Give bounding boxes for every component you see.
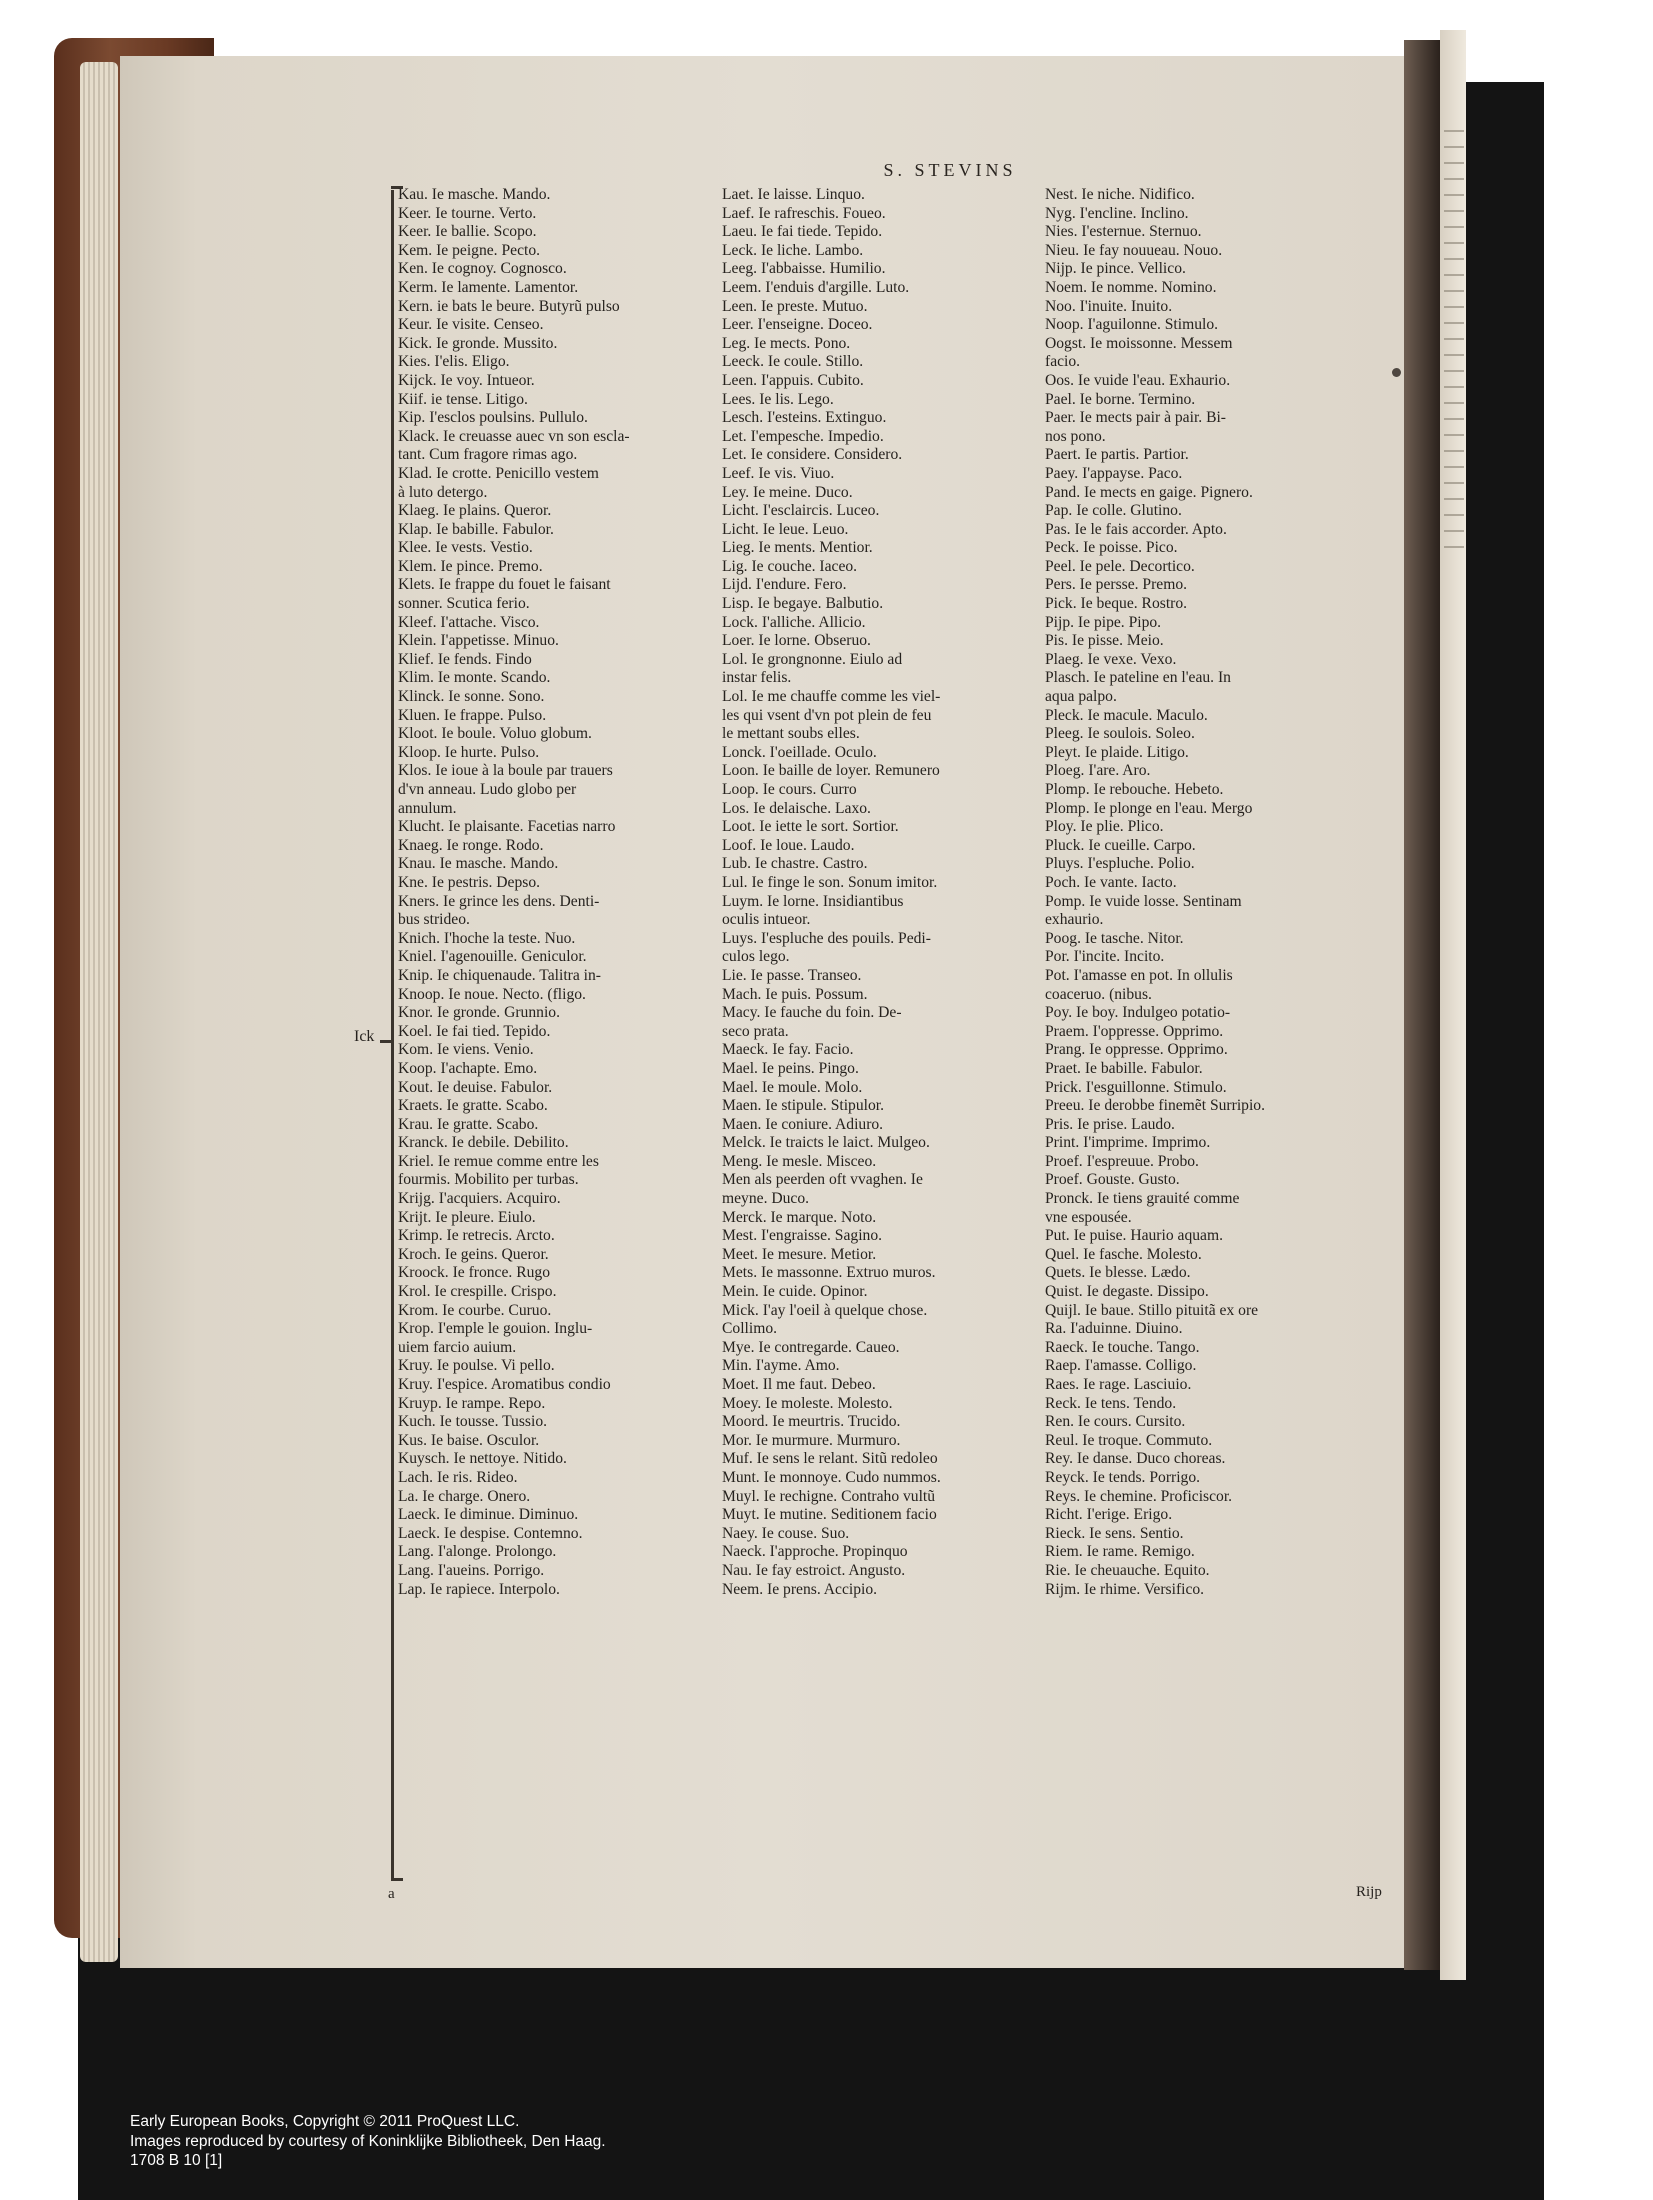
entry-line: Proef. Gouste. Gusto. (1045, 1171, 1180, 1189)
brace-point (380, 1040, 392, 1043)
entry-line: Kem. Ie peigne. Pecto. (398, 241, 541, 259)
entry-line: tant. Cum fragore rimas ago. (398, 446, 578, 464)
entry-line: Poy. Ie boy. Indulgeo potatio- (1045, 1004, 1231, 1022)
entry-line: Kout. Ie deuise. Fabulor. (398, 1078, 553, 1096)
entry-line: annulum. (398, 799, 457, 817)
entry-line: Pleyt. Ie plaide. Litigo. (1045, 743, 1189, 761)
entry-line: Mor. Ie murmure. Murmuro. (722, 1431, 901, 1449)
entry-line: Klein. I'appetisse. Minuo. (398, 632, 559, 650)
entry-line: Lang. I'aueins. Porrigo. (398, 1561, 545, 1579)
entry-line: Plaeg. Ie vexe. Vexo. (1045, 650, 1177, 668)
next-page-text-traces (1444, 130, 1464, 550)
entry-line: Leem. I'enduis d'argille. Luto. (722, 278, 910, 296)
entry-line: Merck. Ie marque. Noto. (722, 1208, 877, 1226)
entry-line: Ra. I'aduinne. Diuino. (1045, 1320, 1183, 1338)
entry-line: Loof. Ie loue. Laudo. (722, 836, 855, 854)
entry-line: Kruy. I'espice. Aromatibus condio (398, 1376, 611, 1393)
entry-line: Reck. Ie tens. Tendo. (1045, 1394, 1177, 1412)
entry-line: Paert. Ie partis. Partior. (1045, 446, 1189, 464)
entry-line: Ren. Ie cours. Cursito. (1045, 1413, 1186, 1431)
entry-line: Klem. Ie pince. Premo. (398, 557, 543, 575)
entry-line: Los. Ie delaische. Laxo. (722, 799, 871, 817)
entry-line: Melck. Ie traicts le laict. Mulgeo. (722, 1134, 930, 1152)
entry-line: Loer. Ie lorne. Obseruo. (722, 632, 871, 650)
entry-line: Lang. I'alonge. Prolongo. (398, 1543, 557, 1561)
entry-line: Kom. Ie viens. Venio. (398, 1041, 534, 1059)
entry-line: Poog. Ie tasche. Nitor. (1045, 929, 1184, 947)
entry-line: d'vn anneau. Ludo globo per (398, 781, 577, 798)
entry-line: Print. I'imprime. Imprimo. (1045, 1134, 1211, 1152)
entry-line: Praem. I'oppresse. Opprimo. (1045, 1022, 1224, 1040)
entry-line: Lul. Ie finge le son. Sonum imitor. (722, 873, 938, 891)
entry-line: Pleck. Ie macule. Maculo. (1045, 706, 1208, 724)
entry-line: Klets. Ie frappe du fouet le faisant (398, 576, 611, 594)
entry-line: Kruy. Ie poulse. Vi pello. (398, 1357, 555, 1375)
entry-line: Pronck. Ie tiens grauité comme (1045, 1190, 1240, 1208)
entry-line: Lap. Ie rapiece. Interpolo. (398, 1580, 560, 1598)
entry-line: Oogst. Ie moissonne. Messem (1045, 334, 1233, 352)
entry-line: Lesch. I'esteins. Extinguo. (722, 409, 887, 427)
signature-mark: a (388, 1886, 395, 1902)
entry-line: Collimo. (722, 1320, 778, 1338)
entry-line: Naeck. I'approche. Propinquo (722, 1543, 908, 1561)
entry-line: Nyg. I'encline. Inclino. (1045, 204, 1189, 222)
running-header: S. STEVINS (883, 160, 1017, 180)
entry-line: Knip. Ie chiquenaude. Talitra in- (398, 966, 601, 984)
entry-line: Klim. Ie monte. Scando. (398, 669, 551, 687)
entry-line: Maen. Ie stipule. Stipulor. (722, 1097, 884, 1115)
entry-line: Mest. I'engraisse. Sagino. (722, 1227, 883, 1245)
entry-line: Knaeg. Ie ronge. Rodo. (398, 836, 544, 854)
entry-line: Kloot. Ie boule. Voluo globum. (398, 725, 592, 743)
entry-line: Kies. I'elis. Eligo. (398, 353, 510, 371)
entry-line: Prick. I'esguillonne. Stimulo. (1045, 1078, 1227, 1096)
entry-line: Leef. Ie vis. Viuo. (722, 464, 835, 482)
entry-line: Quets. Ie blesse. Lædo. (1045, 1264, 1191, 1282)
entry-line: Laeu. Ie fai tiede. Tepido. (722, 223, 883, 241)
entry-line: Pick. Ie beque. Rostro. (1045, 595, 1188, 613)
footer-text (130, 2112, 606, 2171)
footer-shelfmark: 1708 B 10 [1] (130, 2152, 223, 2169)
entry-line: Kluen. Ie frappe. Pulso. (398, 706, 547, 724)
entry-line: Klief. Ie fends. Findo (398, 650, 532, 668)
entry-line: Licht. Ie leue. Leuo. (722, 520, 849, 538)
entry-line: Klack. Ie creuasse auec vn son escla- (398, 427, 630, 445)
entry-line: Pijp. Ie pipe. Pipo. (1045, 613, 1162, 631)
entry-line: Paey. I'appayse. Paco. (1045, 464, 1183, 482)
entry-line: Riem. Ie rame. Remigo. (1045, 1543, 1195, 1561)
entry-line: Lie. Ie passe. Transeo. (722, 966, 862, 984)
entry-line: Por. I'incite. Incito. (1045, 948, 1165, 966)
entry-line: Mein. Ie cuide. Opinor. (722, 1283, 868, 1301)
entry-line: Naey. Ie couse. Suo. (722, 1524, 850, 1542)
entry-line: Pers. Ie persse. Premo. (1045, 576, 1188, 594)
entry-line: Krijg. I'acquiers. Acquiro. (398, 1190, 561, 1208)
entry-line: Lach. Ie ris. Rideo. (398, 1468, 518, 1486)
entry-line: bus strideo. (398, 911, 470, 929)
entry-line: Lub. Ie chastre. Castro. (722, 855, 868, 873)
entry-line: Lijd. I'endure. Fero. (722, 576, 847, 594)
entry-line: Kick. Ie gronde. Mussito. (398, 334, 558, 352)
catchword: Rijp (1356, 1884, 1382, 1900)
entry-line: à luto detergo. (398, 483, 488, 501)
entry-line: Kau. Ie masche. Mando. (398, 186, 551, 203)
entry-line: Lock. I'alliche. Allicio. (722, 613, 866, 631)
entry-line: Knich. I'hoche la teste. Nuo. (398, 929, 576, 947)
entry-line: Moey. Ie moleste. Molesto. (722, 1394, 893, 1412)
entry-line: Krol. Ie crespille. Crispo. (398, 1283, 557, 1301)
entry-line: Kranck. Ie debile. Debilito. (398, 1134, 569, 1152)
entry-line: Let. Ie considere. Considero. (722, 446, 903, 464)
entry-line: Lisp. Ie begaye. Balbutio. (722, 595, 884, 613)
entry-line: Kern. ie bats le beure. Butyrũ pulso (398, 297, 620, 315)
entry-line: Quel. Ie fasche. Molesto. (1045, 1245, 1202, 1263)
footer-courtesy: Images reproduced by courtesy of Koninklijke Bibliotheek, Den Haag. (130, 2132, 606, 2150)
entry-line: Nest. Ie niche. Nidifico. (1045, 186, 1195, 203)
entry-line: Leen. I'appuis. Cubito. (722, 371, 864, 389)
entry-line: Koel. Ie fai tied. Tepido. (398, 1022, 551, 1040)
entry-line: Leer. I'enseigne. Doceo. (722, 316, 873, 334)
entry-line: Mach. Ie puis. Possum. (722, 985, 868, 1003)
entry-line: coaceruo. (nibus. (1045, 985, 1152, 1003)
entry-line: instar felis. (722, 669, 792, 687)
entry-line: Kraets. Ie gratte. Scabo. (398, 1097, 548, 1115)
entry-line: Kuysch. Ie nettoye. Nitido. (398, 1450, 567, 1468)
entry-line: Lol. Ie grongnonne. Eiulo ad (722, 650, 903, 668)
entry-line: Plomp. Ie plonge en l'eau. Mergo (1045, 799, 1253, 817)
entry-line: Raeck. Ie touche. Tango. (1045, 1338, 1200, 1356)
entry-line: Mael. Ie moule. Molo. (722, 1078, 863, 1096)
entry-line: Muf. Ie sens le relant. Sitũ redoleo (722, 1450, 938, 1468)
entry-line: Ken. Ie cognoy. Cognosco. (398, 260, 567, 278)
entry-line: Nau. Ie fay estroict. Angusto. (722, 1561, 906, 1579)
entry-line: Noo. I'inuite. Inuito. (1045, 297, 1173, 315)
column-right (1045, 186, 1345, 1599)
entry-line: Nijp. Ie pince. Vellico. (1045, 260, 1186, 278)
entry-line: Mets. Ie massonne. Extruo muros. (722, 1264, 936, 1282)
entry-line: Kners. Ie grince les dens. Denti- (398, 892, 600, 910)
entry-line: Put. Ie puise. Haurio aquam. (1045, 1227, 1223, 1245)
entry-line: Kiif. ie tense. Litigo. (398, 390, 528, 408)
ink-dot (1392, 368, 1401, 377)
entry-line: Raep. I'amasse. Colligo. (1045, 1357, 1197, 1375)
entry-line: Pis. Ie pisse. Meio. (1045, 632, 1164, 650)
entry-line: Mye. Ie contregarde. Caueo. (722, 1338, 900, 1356)
entry-line: Maen. Ie coniure. Adiuro. (722, 1115, 884, 1133)
entry-line: nos pono. (1045, 427, 1106, 445)
entry-line: Laet. Ie laisse. Linquo. (722, 186, 865, 203)
entry-line: exhaurio. (1045, 911, 1104, 929)
margin-label: Ick (354, 1028, 375, 1045)
entry-line: Muyl. Ie rechigne. Contraho vultũ (722, 1487, 936, 1505)
entry-line: Kruyp. Ie rampe. Repo. (398, 1394, 546, 1412)
entry-line: Luys. I'espluche des pouils. Pedi- (722, 929, 931, 947)
entry-line: Knoop. Ie noue. Necto. (fligo. (398, 985, 586, 1003)
entry-line: Paer. Ie mects pair à pair. Bi- (1045, 409, 1226, 427)
entry-line: Keer. Ie ballie. Scopo. (398, 223, 537, 241)
entry-line: Kroock. Ie fronce. Rugo (398, 1264, 550, 1282)
entry-line: Reul. Ie troque. Commuto. (1045, 1431, 1213, 1449)
entry-line: Krijt. Ie pleure. Eiulo. (398, 1208, 536, 1226)
entry-line: Lonck. I'oeillade. Oculo. (722, 743, 877, 761)
entry-line: Men als peerden oft vvaghen. Ie (722, 1171, 923, 1189)
footer-copyright: Early European Books, Copyright © 2011 ProQuest LLC. (130, 2113, 520, 2130)
entry-line: Klap. Ie babille. Fabulor. (398, 520, 554, 538)
entry-line: Kriel. Ie remue comme entre les (398, 1152, 599, 1170)
entry-line: Praet. Ie babille. Fabulor. (1045, 1059, 1203, 1077)
entry-line: Lieg. Ie ments. Mentior. (722, 539, 873, 557)
entry-line: oculis intueor. (722, 911, 811, 929)
entry-line: Rieck. Ie sens. Sentio. (1045, 1524, 1184, 1542)
entry-line: Let. I'empesche. Impedio. (722, 427, 884, 445)
entry-line: Loop. Ie cours. Curro (722, 781, 857, 798)
entry-line: seco prata. (722, 1022, 789, 1040)
entry-line: Klucht. Ie plaisante. Facetias narro (398, 818, 616, 836)
entry-line: Quijl. Ie baue. Stillo pituitã ex ore (1045, 1301, 1259, 1319)
entry-line: Kleef. I'attache. Visco. (398, 613, 540, 631)
entry-line: Laeck. Ie diminue. Diminuo. (398, 1506, 579, 1524)
entry-line: Kijck. Ie voy. Intueor. (398, 371, 535, 389)
entry-line: Nies. I'esternue. Sternuo. (1045, 223, 1202, 241)
entry-line: Oos. Ie vuide l'eau. Exhaurio. (1045, 371, 1231, 389)
entry-line: Kroch. Ie geins. Queror. (398, 1245, 549, 1263)
entry-line: fourmis. Mobilito per turbas. (398, 1171, 579, 1189)
entry-line: Luym. Ie lorne. Insidiantibus (722, 892, 904, 910)
entry-line: Loot. Ie iette le sort. Sortior. (722, 818, 899, 836)
entry-line: Ploy. Ie plie. Plico. (1045, 818, 1164, 836)
entry-line: Lig. Ie couche. Iaceo. (722, 557, 858, 575)
entry-line: Lees. Ie lis. Lego. (722, 390, 834, 408)
entry-line: Rijm. Ie rhime. Versifico. (1045, 1580, 1205, 1598)
entry-line: Kerm. Ie lamente. Lamentor. (398, 278, 579, 296)
entry-line: sonner. Scutica ferio. (398, 595, 530, 613)
entry-line: Klinck. Ie sonne. Sono. (398, 688, 545, 706)
entry-line: Leg. Ie mects. Pono. (722, 334, 851, 352)
entry-line: vne espousée. (1045, 1208, 1132, 1226)
entry-line: Neem. Ie prens. Accipio. (722, 1580, 878, 1598)
entry-line: Pris. Ie prise. Laudo. (1045, 1115, 1175, 1133)
entry-line: Laeck. Ie despise. Contemno. (398, 1524, 583, 1542)
entry-line: les qui vsent d'vn pot plein de feu (722, 706, 932, 724)
entry-line: Noop. I'aguilonne. Stimulo. (1045, 316, 1219, 334)
entry-line: Kus. Ie baise. Osculor. (398, 1431, 540, 1449)
entry-line: Pluys. I'espluche. Polio. (1045, 855, 1195, 873)
entry-line: Leen. Ie preste. Mutuo. (722, 297, 868, 315)
entry-line: Pomp. Ie vuide losse. Sentinam (1045, 892, 1242, 910)
entry-line: Klaeg. Ie plains. Queror. (398, 502, 552, 520)
entry-line: Plasch. Ie pateline en l'eau. In (1045, 669, 1231, 687)
entry-line: Richt. I'erige. Erigo. (1045, 1506, 1173, 1524)
entry-line: Loon. Ie baille de loyer. Remunero (722, 762, 940, 780)
entry-line: aqua palpo. (1045, 688, 1117, 706)
entry-line: uiem farcio auium. (398, 1338, 517, 1356)
entry-line: Reyck. Ie tends. Porrigo. (1045, 1468, 1201, 1486)
entry-line: Meng. Ie mesle. Misceo. (722, 1152, 877, 1170)
entry-line: Raes. Ie rage. Lasciuio. (1045, 1376, 1192, 1393)
entry-line: Knau. Ie masche. Mando. (398, 855, 559, 873)
entry-line: Laef. Ie rafreschis. Foueo. (722, 204, 886, 222)
entry-line: Rie. Ie cheuauche. Equito. (1045, 1561, 1210, 1579)
entry-line: Pand. Ie mects en gaige. Pignero. (1045, 483, 1253, 501)
entry-line: meyne. Duco. (722, 1190, 810, 1208)
entry-line: Kniel. I'agenouille. Geniculor. (398, 948, 587, 966)
entry-line: Ploeg. I'are. Aro. (1045, 762, 1151, 780)
entry-line: Meet. Ie mesure. Metior. (722, 1245, 877, 1263)
entry-line: Rey. Ie danse. Duco choreas. (1045, 1450, 1226, 1468)
entry-line: Preeu. Ie derobbe finemẽt Surripio. (1045, 1097, 1265, 1115)
entry-line: Moet. Il me faut. Debeo. (722, 1376, 876, 1393)
entry-line: Quist. Ie degaste. Dissipo. (1045, 1283, 1209, 1301)
entry-line: Peel. Ie pele. Decortico. (1045, 557, 1195, 575)
entry-line: Peck. Ie poisse. Pico. (1045, 539, 1178, 557)
entry-line: Kne. Ie pestris. Depso. (398, 873, 541, 891)
entry-line: Kloop. Ie hurte. Pulso. (398, 743, 540, 761)
entry-line: Pael. Ie borne. Termino. (1045, 390, 1196, 408)
entry-line: Munt. Ie monnoye. Cudo nummos. (722, 1468, 941, 1486)
entry-line: Leeck. Ie coule. Stillo. (722, 353, 864, 371)
entry-line: Keur. Ie visite. Censeo. (398, 316, 544, 334)
entry-line: Knor. Ie gronde. Grunnio. (398, 1004, 560, 1022)
entry-line: Kip. I'esclos poulsins. Pullulo. (398, 409, 588, 427)
entry-line: Krom. Ie courbe. Curuo. (398, 1301, 552, 1319)
entry-line: Klee. Ie vests. Vestio. (398, 539, 533, 557)
entry-line: facio. (1045, 353, 1081, 371)
entry-line: Proef. I'espreuue. Probo. (1045, 1152, 1199, 1170)
entry-line: Krau. Ie gratte. Scabo. (398, 1115, 539, 1133)
entry-line: le mettant soubs elles. (722, 725, 860, 743)
entry-line: Leck. Ie liche. Lambo. (722, 241, 864, 259)
book-gutter (1404, 40, 1440, 1970)
entry-line: Muyt. Ie mutine. Seditionem facio (722, 1506, 937, 1524)
entry-line: Ley. Ie meine. Duco. (722, 483, 853, 501)
brace (391, 190, 394, 1880)
entry-line: Kuch. Ie tousse. Tussio. (398, 1413, 548, 1431)
entry-line: Krop. I'emple le gouion. Inglu- (398, 1320, 593, 1338)
entry-line: Maeck. Ie fay. Facio. (722, 1041, 854, 1059)
entry-line: Pleeg. Ie soulois. Soleo. (1045, 725, 1195, 743)
entry-line: Mick. I'ay l'oeil à quelque chose. (722, 1301, 928, 1319)
entry-line: culos lego. (722, 948, 790, 966)
entry-line: Pot. I'amasse en pot. In ollulis (1045, 966, 1233, 984)
entry-line: Plomp. Ie rebouche. Hebeto. (1045, 781, 1224, 798)
entry-line: Prang. Ie oppresse. Opprimo. (1045, 1041, 1228, 1059)
entry-line: Leeg. I'abbaisse. Humilio. (722, 260, 886, 278)
entry-line: Licht. I'esclaircis. Luceo. (722, 502, 880, 520)
entry-line: Keer. Ie tourne. Verto. (398, 204, 537, 222)
entry-line: Macy. Ie fauche du foin. De- (722, 1004, 902, 1022)
entry-line: Klad. Ie crotte. Penicillo vestem (398, 464, 599, 482)
entry-line: Noem. Ie nomme. Nomino. (1045, 278, 1217, 296)
brace-bottom (391, 1878, 403, 1881)
entry-line: Moord. Ie meurtris. Trucido. (722, 1413, 901, 1431)
entry-line: Min. I'ayme. Amo. (722, 1357, 840, 1375)
entry-line: Klos. Ie ioue à la boule par trauers (398, 762, 613, 780)
entry-line: Poch. Ie vante. Iacto. (1045, 873, 1177, 891)
entry-line: Pap. Ie colle. Glutino. (1045, 502, 1182, 520)
entry-line: Krimp. Ie retrecis. Arcto. (398, 1227, 555, 1245)
entry-line: La. Ie charge. Onero. (398, 1487, 531, 1505)
entry-line: Koop. I'achapte. Emo. (398, 1059, 538, 1077)
entry-line: Reys. Ie chemine. Proficiscor. (1045, 1487, 1233, 1505)
entry-line: Mael. Ie peins. Pingo. (722, 1059, 859, 1077)
entry-line: Lol. Ie me chauffe comme les viel- (722, 688, 941, 706)
page-edges (80, 62, 118, 1962)
entry-line: Pas. Ie le fais accorder. Apto. (1045, 520, 1227, 538)
entry-line: Pluck. Ie cueille. Carpo. (1045, 836, 1196, 854)
entry-line: Nieu. Ie fay nouueau. Nouo. (1045, 241, 1223, 259)
